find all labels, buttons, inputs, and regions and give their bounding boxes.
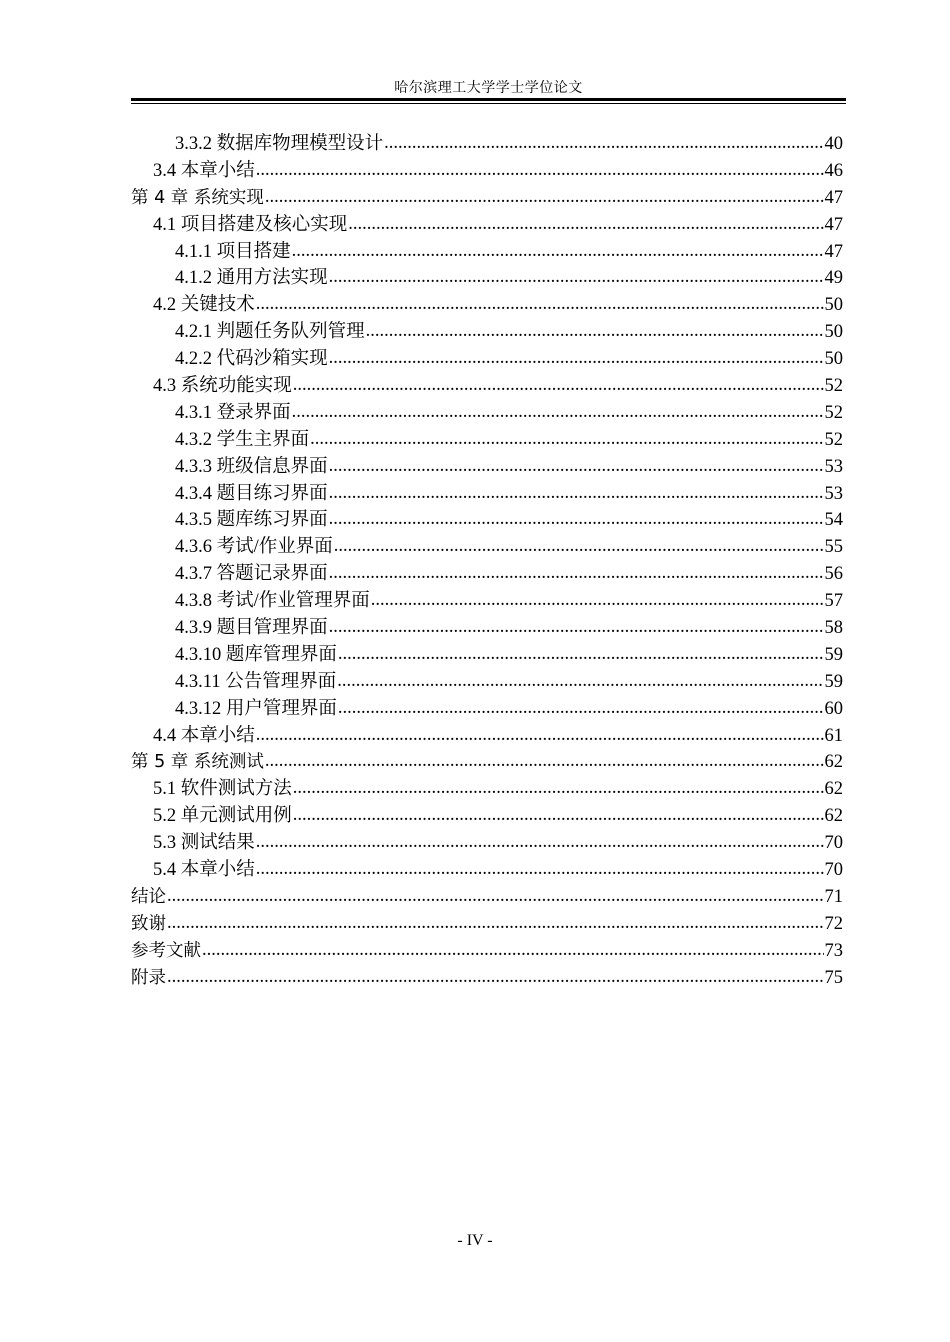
- toc-entry[interactable]: [131, 400, 843, 427]
- toc-entry-page: 70: [824, 860, 843, 881]
- toc-entry[interactable]: [131, 158, 843, 185]
- toc-entry[interactable]: [131, 669, 843, 696]
- toc-entry-title: 第 5 章 系统测试: [131, 752, 264, 773]
- toc-entry-page: 61: [824, 725, 843, 746]
- toc-entry-page: 62: [824, 752, 843, 773]
- toc-entry[interactable]: [131, 857, 843, 884]
- toc-entry-title: 4.2.2 代码沙箱实现: [175, 349, 328, 370]
- toc-entry-title: 4.3.10 题库管理界面: [175, 644, 337, 665]
- toc-leader-dots: [310, 426, 823, 453]
- toc-leader-dots: [256, 856, 824, 883]
- toc-entry-page: 52: [824, 429, 843, 450]
- toc-leader-dots: [348, 211, 823, 238]
- toc-entry-page: 52: [824, 402, 843, 423]
- toc-entry-title: 4.3 系统功能实现: [153, 376, 292, 397]
- toc-leader-dots: [371, 587, 824, 614]
- toc-entry-title: 结论: [131, 886, 166, 907]
- toc-entry[interactable]: [131, 427, 843, 454]
- toc-entry-page: 56: [824, 564, 843, 585]
- toc-entry-title: 5.3 测试结果: [153, 833, 255, 854]
- toc-leader-dots: [256, 722, 824, 749]
- toc-entry-page: 59: [824, 644, 843, 665]
- toc-entry-title: 4.3.1 登录界面: [175, 402, 291, 423]
- toc-entry[interactable]: [131, 884, 843, 911]
- toc-entry[interactable]: [131, 803, 843, 830]
- toc-leader-dots: [167, 883, 824, 910]
- toc-leader-dots: [329, 614, 824, 641]
- toc-entry[interactable]: [131, 696, 843, 723]
- toc-entry-page: 49: [824, 268, 843, 289]
- toc-leader-dots: [337, 668, 823, 695]
- toc-entry-title: 4.3.11 公告管理界面: [175, 671, 337, 692]
- toc-entry-title: 4.1.1 项目搭建: [175, 241, 291, 262]
- toc-entry[interactable]: [131, 749, 843, 776]
- toc-entry-page: 57: [824, 591, 843, 612]
- toc-entry-title: 附录: [131, 967, 166, 988]
- toc-leader-dots: [329, 506, 824, 533]
- toc-entry[interactable]: [131, 481, 843, 508]
- toc-entry[interactable]: [131, 723, 843, 750]
- toc-entry-page: 47: [824, 241, 843, 262]
- toc-leader-dots: [265, 748, 824, 775]
- toc-entry[interactable]: [131, 212, 843, 239]
- toc-entry-page: 59: [824, 671, 843, 692]
- toc-entry[interactable]: [131, 265, 843, 292]
- toc-entry-page: 52: [824, 376, 843, 397]
- toc-entry-page: 50: [824, 349, 843, 370]
- toc-entry[interactable]: [131, 292, 843, 319]
- toc-entry-title: 4.3.8 考试/作业管理界面: [175, 591, 370, 612]
- toc-entry-title: 5.2 单元测试用例: [153, 806, 292, 827]
- toc-entry-page: 58: [824, 618, 843, 639]
- toc-entry[interactable]: [131, 507, 843, 534]
- toc-leader-dots: [329, 560, 824, 587]
- header-rule-thick: [131, 98, 846, 101]
- toc-leader-dots: [384, 130, 823, 157]
- toc-entry-title: 4.3.7 答题记录界面: [175, 564, 328, 585]
- toc-leader-dots: [293, 802, 824, 829]
- toc-entry-page: 62: [824, 806, 843, 827]
- toc-leader-dots: [292, 238, 824, 265]
- toc-entry-title: 3.3.2 数据库物理模型设计: [175, 134, 384, 154]
- toc-entry-page: 60: [824, 698, 843, 719]
- toc-entry[interactable]: [131, 454, 843, 481]
- toc-leader-dots: [366, 318, 824, 345]
- toc-leader-dots: [293, 372, 824, 399]
- toc-leader-dots: [334, 533, 824, 560]
- running-header: 哈尔滨理工大学学士学位论文: [394, 81, 583, 96]
- toc-leader-dots: [329, 345, 824, 372]
- toc-leader-dots: [293, 775, 824, 802]
- toc-entry-page: 54: [824, 510, 843, 531]
- toc-leader-dots: [167, 964, 824, 991]
- toc-entry-page: 55: [824, 537, 843, 558]
- toc-entry-page: 62: [824, 779, 843, 800]
- toc-entry[interactable]: [131, 373, 843, 400]
- page-number: - IV -: [457, 1232, 493, 1249]
- toc-entry-page: 71: [824, 886, 843, 907]
- toc-leader-dots: [167, 910, 824, 937]
- toc-entry-title: 4.3.3 班级信息界面: [175, 456, 328, 477]
- toc-entry[interactable]: [131, 642, 843, 669]
- toc-entry-page: 70: [824, 833, 843, 854]
- toc-entry[interactable]: [131, 185, 843, 212]
- toc-entry-page: 53: [824, 456, 843, 477]
- toc-entry-title: 4.3.9 题目管理界面: [175, 618, 328, 639]
- toc-entry-page: 50: [824, 295, 843, 316]
- toc-entry-page: 50: [824, 322, 843, 343]
- toc-entry[interactable]: [131, 561, 843, 588]
- toc-leader-dots: [329, 453, 824, 480]
- toc-leader-dots: [256, 829, 824, 856]
- toc-entry[interactable]: [131, 776, 843, 803]
- toc-leader-dots: [256, 291, 824, 318]
- toc-entry[interactable]: [131, 938, 843, 965]
- toc-entry-title: 4.2 关键技术: [153, 295, 255, 316]
- toc-leader-dots: [338, 695, 824, 722]
- toc-entry[interactable]: [131, 346, 843, 373]
- toc-entry[interactable]: [131, 588, 843, 615]
- toc-entry-title: 5.1 软件测试方法: [153, 779, 292, 800]
- toc-entry-page: 53: [824, 483, 843, 504]
- toc-entry-title: 4.1 项目搭建及核心实现: [153, 214, 348, 235]
- table-of-contents: [131, 131, 843, 992]
- toc-leader-dots: [202, 937, 824, 964]
- toc-entry-title: 3.4 本章小结: [153, 160, 255, 181]
- toc-leader-dots: [329, 264, 824, 291]
- toc-leader-dots: [338, 641, 824, 668]
- toc-leader-dots: [256, 157, 824, 184]
- toc-entry[interactable]: [131, 319, 843, 346]
- toc-leader-dots: [329, 480, 824, 507]
- toc-leader-dots: [292, 399, 824, 426]
- toc-entry[interactable]: [131, 534, 843, 561]
- toc-entry-title: 参考文献: [131, 940, 201, 961]
- toc-entry-title: 4.3.12 用户管理界面: [175, 698, 337, 719]
- toc-leader-dots: [265, 184, 824, 211]
- toc-entry-page: 40: [824, 134, 843, 154]
- toc-entry-title: 5.4 本章小结: [153, 860, 255, 881]
- toc-entry[interactable]: [131, 911, 843, 938]
- toc-entry-page: 46: [824, 160, 843, 181]
- toc-entry-page: 75: [824, 967, 843, 988]
- toc-entry-page: 72: [824, 913, 843, 934]
- toc-entry-title: 4.2.1 判题任务队列管理: [175, 322, 365, 343]
- toc-entry[interactable]: [131, 131, 843, 158]
- toc-entry-title: 致谢: [131, 913, 166, 934]
- toc-entry[interactable]: [131, 965, 843, 992]
- toc-entry[interactable]: [131, 830, 843, 857]
- toc-entry-title: 4.4 本章小结: [153, 725, 255, 746]
- toc-entry-title: 4.3.5 题库练习界面: [175, 510, 328, 531]
- toc-entry-page: 47: [824, 214, 843, 235]
- toc-entry-page: 47: [824, 187, 843, 208]
- toc-entry[interactable]: [131, 615, 843, 642]
- toc-entry-title: 4.1.2 通用方法实现: [175, 268, 328, 289]
- header-rule-thin: [131, 103, 846, 104]
- toc-entry-title: 4.3.6 考试/作业界面: [175, 537, 333, 558]
- toc-entry-title: 4.3.4 题目练习界面: [175, 483, 328, 504]
- toc-entry[interactable]: [131, 239, 843, 266]
- toc-entry-title: 第 4 章 系统实现: [131, 187, 264, 208]
- toc-entry-title: 4.3.2 学生主界面: [175, 429, 310, 450]
- toc-entry-page: 73: [824, 940, 843, 961]
